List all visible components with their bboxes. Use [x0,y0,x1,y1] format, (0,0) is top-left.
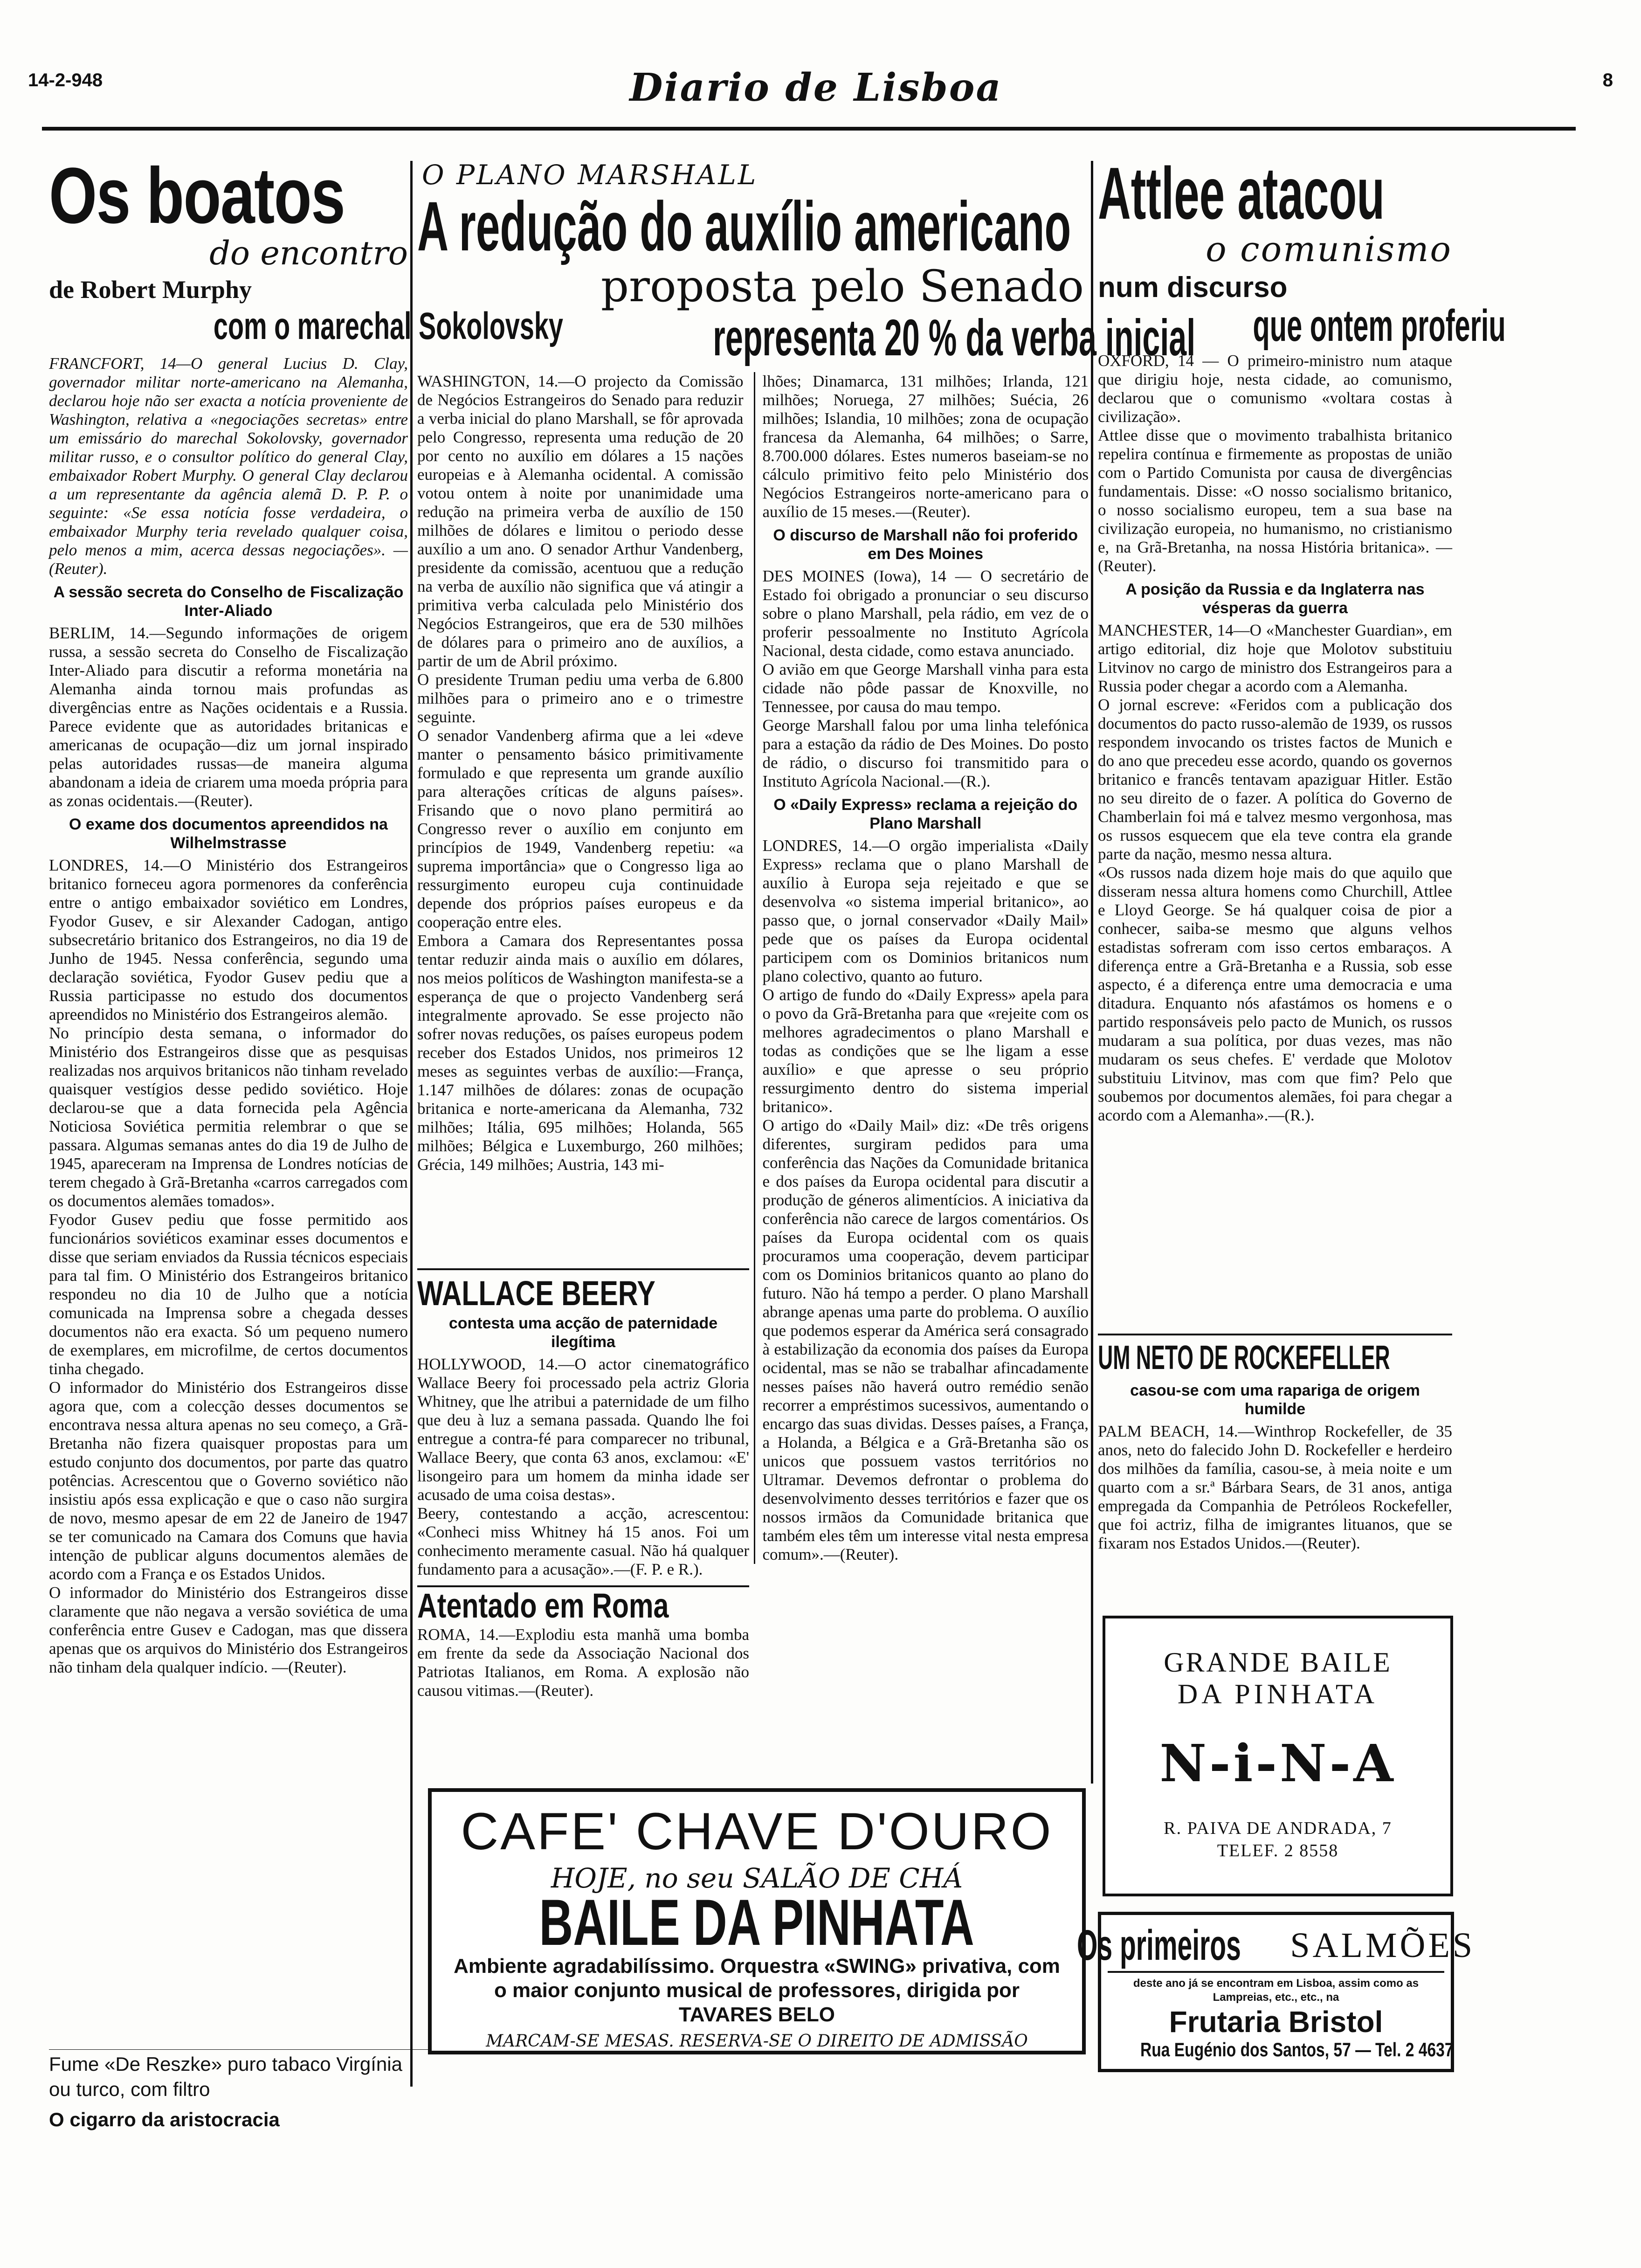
article-paragraph: O avião em que George Marshall vinha para esta cidade não pôde passar de Knoxville, no Tennessee, por causa do mau tempo. [762,660,1089,716]
masthead [19,65,1622,112]
article-paragraph: George Marshall falou por uma linha telefónica para a estação da rádio de Des Moines. Do posto de rádio, o discurso foi transmitido para o Instituto Agrícola Nacional.—(R.). [762,716,1089,790]
headline-rockefeller: UM NETO DE ROCKEFELLER [1098,1339,1390,1376]
article-paragraph: O jornal escreve: «Feridos com a publicação dos documentos do pacto russo-alemão de 1939, os russos respondem invocando os tristes factos de Munich e do ano que precedeu esse acordo, quando os governos britanico e francês tentavam apaziguar Hitler. Estão no seu direito de o fazer. A política do Governo de Chamberlain foi má e talvez mesmo vergonhosa, mas os russos esquecem que ela teve contra ela grande parte da nação, mesmo nessa altura. [1098,696,1452,863]
column-divider [410,161,413,2087]
ad-nina-phone: TELEF. 2 8558 [1217,1841,1339,1860]
ad-bristol-salmoes: SALMÕES [1290,1926,1476,1965]
ad-cafe-reservas: MARCAM-SE MESAS. RESERVA-SE O DIREITO DE ADMISSÃO [486,2032,1028,2051]
headline-boatos-3: de Robert Murphy [49,276,252,304]
headline-attlee-3: num discurso [1098,271,1288,304]
article-paragraph: Attlee disse que o movimento trabalhista britanico repelira contínua e firmemente as propostas de união com o Partido Comunista por causa de divergências fundamentais. Disse: «O nosso socialismo britanico, o nosso socialismo europeu, tem a sua base na civilização europeia, no humanismo, no cristianismo e, na Grã-Bretanha, na nossa História britanica». —(Reuter). [1098,426,1452,575]
article-paragraph: O informador do Ministério dos Estrangeiros disse claramente que não negava a versão soviética de uma conferência entre Gusev e Cadogan, mas que dissera apenas que os arquivos do Ministério dos Estrangeiros não tinham dela qualquer indício. —(Reuter). [49,1583,408,1676]
de-reszke-ad [49,2052,408,2134]
subheading: contesta uma acção de paternidade ilegítima [448,1314,718,1351]
article-paragraph: LONDRES, 14.—O Ministério dos Estrangeiros britanico forneceu agora pormenores da conferência entre o antigo embaixador soviético em Londres, Fyodor Gusev, e sir Alexander Cadogan, antigo subsecretário britanico dos Estrangeiros, no dia 19 de Junho de 1945. Nessa conferência, segundo uma declaração soviética, Fyodor Gusev pediu que a Russia participasse no estudo dos documentos apreendidos no Ministério dos Estrangeiros alemão. [49,856,408,1023]
ad-bristol-address: Rua Eugénio dos Santos, 57 — Tel. 2 4637 [1140,2039,1454,2061]
article-paragraph: OXFORD, 14 — O primeiro-ministro num ataque que dirigiu hoje, nesta cidade, ao comunismo, declarou que o comunismo «voltara costas à civilização». [1098,352,1452,426]
headline-atentado-roma: Atentado em Roma [417,1586,669,1625]
article-paragraph: lhões; Dinamarca, 131 milhões; Irlanda, 121 milhões; Noruega, 27 milhões; Suécia, 26 milhões; Islandia, 10 milhões; zona de ocupação francesa da Alemanha, 64 milhões; o Sarre, 8.700.000 dólares. Estes numeros baseiam-se no cálculo primitivo feito pelo Ministério dos Negócios Estrangeiros norte-americano para o auxílio de 15 meses.—(Reuter). [762,372,1089,521]
article-paragraph: O presidente Truman pediu uma verba de 6.800 milhões para o primeiro ano e o trimestre seguinte. [417,671,744,726]
ad-nina-logo: N-i-N-A [1159,1733,1396,1793]
headline-reducao: A redução do auxílio americano [417,187,1071,265]
article-paragraph: HOLLYWOOD, 14.—O actor cinematográfico Wallace Beery foi processado pela actriz Gloria Whitney, que lhe atribui a paternidade de um filho que deu à luz a semana passada. Quando lhe foi entregue a contra-fé para comparecer no tribunal, Wallace Beery, que conta 63 anos, exclamou: «E' lisongeiro para um homem da minha idade ser acusado de uma coisa destas». [417,1355,749,1504]
article-paragraph: FRANCFORT, 14—O general Lucius D. Clay, governador militar norte-americano na Alemanha, declarou hoje não ser exacta a notícia proveniente de Washington, relativa a «negociações secretas» entre um emissário do marechal Sokolovsky, governador militar russo, e o consultor político do general Clay, embaixador Robert Murphy. O general Clay declarou a um representante da agência alemã D. P. P. o seguinte: «Se essa notícia fosse verdadeira, o embaixador Murphy teria revelado qualquer coisa, pelo menos a mim, acerca dessas negociações». —(Reuter). [49,354,408,578]
ad-cafe-baile: BAILE DA PINHATA [539,1886,975,1959]
subcolumn [754,372,1089,1564]
article-paragraph: PALM BEACH, 14.—Winthrop Rockefeller, de 35 anos, neto do falecido John D. Rockefeller e herdeiro dos milhões da família, casou-se, à meia noite e um quarto com a sr.ª Bárbara Sears, de 31 anos, antiga empregada da Companhia de Petróleos Rockefeller, que foi actriz, filha de imigrantes lituanos, que se fixaram nos Estados Unidos.—(Reuter). [1098,1422,1452,1552]
issue-date: 14-2-948 [28,70,103,90]
cafe-chave-douro-ad [428,1788,1086,2054]
ad-bristol-name: Frutaria Bristol [1169,2005,1383,2039]
article-paragraph: O informador do Ministério dos Estrangeiros disse agora que, com a colecção desses documentos se encontrava nessa altura apenas no seu começo, a Grã-Bretanha não fizera quaisquer propostas para um estudo conjunto dos documentos, por parte das quatro potências. Acrescentou que o Governo soviético não insistiu após essa explicação e que o caso não surgira de novo, mesmo apesar de em 22 de Janeiro de 1947 se ter comunicado na Camara dos Comuns que havia intenção de publicar alguns documentos alemães de acordo com a França e os Estados Unidos. [49,1378,408,1583]
rockefeller-article [1098,1334,1452,1553]
ad-nina-line2: DA PINHATA [1177,1679,1379,1709]
headline-boatos: Os boatos [49,152,345,240]
nina-baile-ad [1103,1616,1453,1896]
subheading: O «Daily Express» reclama a rejeição do Plano Marshall [773,796,1078,832]
ad-bristol-desc: deste ano já se encontram em Lisboa, assim como as Lampreias, etc., etc., na [1133,1977,1419,2004]
ad-slogan: O cigarro da aristocracia [49,2109,280,2130]
newspaper-title: Diario de Lisboa [629,65,1002,110]
article-paragraph: DES MOINES (Iowa), 14 — O secretário de Estado foi obrigado a pronunciar o seu discurso sobre o plano Marshall, pela rádio, em vez de o proferir pessoalmente no Instituto Agrícola Nacional, desta cidade, como estava anunciado. [762,567,1089,660]
ad-cafe-salao: HOJE, no seu SALÃO DE CHÁ [551,1862,963,1894]
article-paragraph: ROMA, 14.—Explodiu esta manhã uma bomba em frente da sede da Associação Nacional dos Patriotas Italianos, em Roma. A explosão não causou vitimas.—(Reuter). [417,1625,749,1700]
article-paragraph: LONDRES, 14.—O orgão imperialista «Daily Express» reclama que o plano Marshall de auxílio à Europa seja rejeitado e que se desenvolva «o sistema imperial britanico», ao passo que, o jornal conservador «Daily Mail» pede que os países da Europa ocidental participem com os Dominios britanicos num plano colectivo, quanto ao futuro. [762,837,1089,985]
deck-verba: representa 20 % da verba inicial [713,309,1196,366]
article-paragraph: «Os russos nada dizem hoje mais do que aquilo que disseram nessa altura homens como Churchill, Attlee e Lloyd George. Se há qualquer coisa de pior a conhecer, saiba-se mesmo que alguns velhos estadistas sofreram com isso certos embaraços. A diferença entre a Grã-Bretanha e a Russia, sob esse aspecto, é a diferença entre uma democracia e uma ditadura. Enquanto nós afastámos os homens e o partido responsáveis pelo pacto de Munich, os russos mudaram a sua política, por duas vezes, mas não mudaram os seus chefes. E' verdade que Molotov substituiu Litvinov, mas com que fim? Pelo que soubemos por documentos alemães, foi para chegar a acordo com a Alemanha».—(R.). [1098,864,1452,1124]
headline-wallace-beery: WALLACE BEERY [417,1274,655,1313]
headline-attlee: Attlee atacou [1098,152,1385,235]
subheading: O discurso de Marshall não foi proferido em Des Moines [773,526,1078,563]
article-paragraph: O artigo de fundo do «Daily Express» apela para o povo da Grã-Bretanha para que «rejeite com os melhores agradecimentos o plano Marshall e todas as condições que se lhe ligam a esse auxílio» e que apresse o seu próprio ressurgimento dentro do sistema imperial britanico». [762,986,1089,1116]
article-paragraph: O artigo do «Daily Mail» diz: «De três origens diferentes, surgiram pedidos para uma conferência das Nações da Comunidade britanica e dos países da Europa ocidental para discutir a produção de géneros alimentícios. A iniciativa da conferência não carece de largos comentários. Os países da Europa ocidental com os quais procuramos uma cooperação, devem participar com os Dominios britanicos quanto ao plano do futuro. Não há tempo a perder. O plano Marshall abrange apenas uma parte do problema. O auxílio que podemos esperar da América será consagrado à estabilização da economia dos países da Europa ocidental, mas se não se trabalhar afincadamente nesses países não haverá outro remédio senão recorrer a empréstimos sucessivos, aumentando o encargo das suas dividas. Desses países, a França, a Holanda, a Bélgica e a Grã-Bretanha são os unicos que possuem vastos territórios no Ultramar. Devemos defrontar o problema do desenvolvimento desses territórios e fazer que os nossos irmãos da Comunidade britanica que também eles têm um interesse vital nesta empresa comum».—(Reuter). [762,1116,1089,1563]
subheading: O exame dos documentos apreendidos na Wilhelmstrasse [69,816,388,852]
ad-nina-line1: GRANDE BAILE [1164,1647,1392,1678]
subheading: A sessão secreta do Conselho de Fiscalização Inter-Aliado [53,583,404,620]
article-paragraph: BERLIM, 14.—Segundo informações de origem russa, a sessão secreta do Conselho de Fiscalização Inter-Aliado para discutir a reforma monetária na Alemanha ainda tornou mais profundas as divergências entre as Nações ocidentais e a Russia. Parece evidente que as autoridades britanicas e americanas de ocupação—diz um jornal inspirado pelas autoridades russas—de maneira alguma abandonam a ideia de criarem uma moeda própria para as zonas ocidentais.—(Reuter). [49,624,408,810]
headline-boatos-4: com o marechal Sokolovsky [213,305,563,347]
page-number: 8 [1602,70,1613,90]
headline-attlee-2: o comunismo [1206,229,1452,270]
deck-senado: proposta pelo Senado [600,261,1084,312]
ad-text: Fume «De Reszke» puro tabaco Virgínia ou turco, com filtro [49,2053,402,2100]
ad-nina-address: R. PAIVA DE ANDRADA, 7 [1164,1819,1392,1838]
headline-boatos-2: do encontro [209,234,408,272]
article-paragraph: O senador Vandenberg afirma que a lei «deve manter o pensamento básico primitivamente formulado e que representa um grande auxílio para alterações críticas de alguns países». Frisando que o novo plano permitirá ao Congresso rever o auxílio em conjunto em princípios de 1949, Vandenberg repetiu: «a suprema importância» que o Congresso liga ao ressurgimento europeu cuja continuidade depende dos próprios países europeus e da cooperação entre eles. [417,726,744,931]
ad-bristol-primeiros: Os primeiros [1076,1922,1241,1969]
article-paragraph: WASHINGTON, 14.—O projecto da Comissão de Negócios Estrangeiros do Senado para reduzir a verba inicial do plano Marshall, se fôr aprovada pelo Congresso, representa uma redução de 20 por cento no auxílio em dólares a 15 nações europeias e à Alemanha ocidental. A comissão votou ontem à noite por unanimidade uma redução na primeira verba de auxílio de 150 milhões de dólares e limitou o periodo desse auxílio a um ano. O senador Arthur Vandenberg, presidente da comissão, acentuou que a redução na verba de auxílio não significa que vá atingir a primitiva verba calculada pelo Ministério dos Negócios Estrangeiros, que era de 530 milhões de dólares para o primeiro ano de auxílios, a partir de um de Abril próximo. [417,372,744,670]
article-paragraph: MANCHESTER, 14—O «Manchester Guardian», em artigo editorial, diz hoje que Molotov substituiu Litvinov no cargo de ministro dos Estrangeiros para a Russia poder chegar a acordo com a Alemanha. [1098,621,1452,695]
kicker: O PLANO MARSHALL [422,159,758,191]
ad-cafe-name: CAFE' CHAVE D'OURO [461,1802,1053,1860]
article-paragraph: No princípio desta semana, o informador do Ministério dos Estrangeiros disse que as pesquisas realizadas nos arquivos britanicos não tinham revelado quaisquer vestígios desse pedido soviético. Hoje declarou-se que a data fornecida pela Agência Noticiosa Soviética permitia relembrar o que se passara. Algumas semanas antes do dia 19 de Julho de 1945, apareceram na Imprensa de Londres notícias de terem chegado à Grã-Bretanha «carros carregados com os documentos alemães tomados». [49,1024,408,1210]
article-paragraph: Beery, contestando a acção, acrescentou: «Conheci miss Whitney há 15 anos. Foi um conhecimento meramente casual. Não há qualquer fundamento para a acusação».—(F. P. e R.). [417,1504,749,1578]
subheading: casou-se com uma rapariga de origem humilde [1130,1382,1420,1418]
article-paragraph: Embora a Camara dos Representantes possa tentar reduzir ainda mais o auxílio em dólares, nos meios políticos de Washington manifesta-se a esperança de que o projecto Vandenberg será integralmente aprovado. Se esse projecto não sofrer novas reduções, os países europeus podem receber dos Estados Unidos, nos primeiros 12 meses as seguintes verbas de auxílio:—França, 1.147 milhões de dólares: zonas de ocupação britanica e norte-americana da Alemanha, 732 milhões; Itália, 695 milhões; Holanda, 565 milhões; Bélgica e Luxemburgo, 260 milhões; Grécia, 149 milhões; Austria, 143 mi- [417,932,744,1174]
wallace-beery-article [417,1268,749,1700]
headline-attlee-4: que ontem proferiu [1253,301,1506,351]
frutaria-bristol-ad [1076,1912,1476,2072]
column-right [1098,152,1506,1125]
article-paragraph: Fyodor Gusev pediu que fosse permitido aos funcionários soviéticos examinar esses documentos e disse que seriam enviados da Russia técnicos especiais para tal fim. O Ministério dos Estrangeiros britanico respondeu no dia 10 de Julho que a notícia comunicada na Imprensa sobre a chegada desses documentos não era exacta. Só um pequeno numero de exemplares, em microfilme, de certos documentos tinha chegado. [49,1210,408,1378]
ad-cafe-orquestra: Ambiente agradabilíssimo. Orquestra «SWING» privativa, com o maior conjunto musical de professores, dirigida por TAVARES BELO [454,1955,1060,2026]
column-divider [1091,161,1093,1784]
subheading: A posição da Russia e da Inglaterra nas vésperas da guerra [1125,581,1425,617]
top-rule [42,127,1576,131]
